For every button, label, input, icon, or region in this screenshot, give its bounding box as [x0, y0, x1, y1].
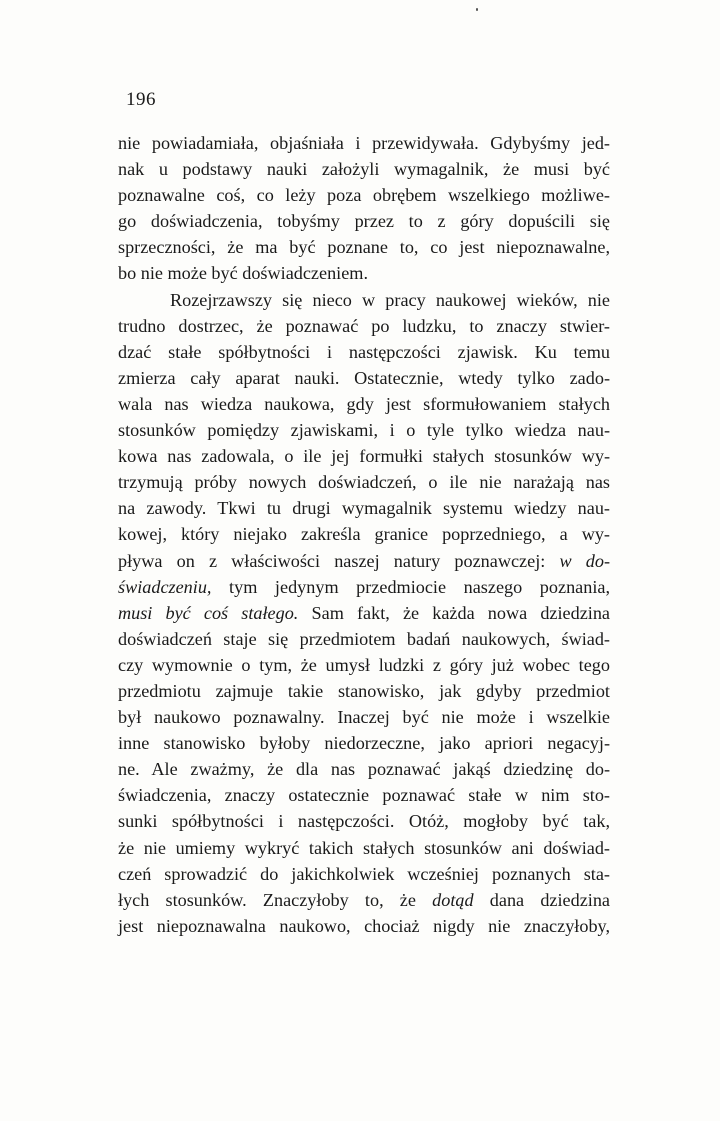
text-line: [118, 234, 610, 260]
text-line: [118, 835, 610, 861]
text-line: [118, 887, 610, 913]
line-text: bo nie może być doświadczeniem.: [118, 263, 368, 284]
line-text: łych stosunków. Znaczyłoby to, że: [118, 889, 433, 910]
line-text: stosunków pomiędzy zjawiskami, i o tyle tylko wiedza nau-: [118, 420, 610, 441]
text-line: [118, 756, 610, 782]
text-line: [118, 469, 610, 495]
line-text: kowej, który niejako zakreśla granice poprzedniego, a wy-: [118, 524, 610, 545]
line-text: pływa on z właściwości naszej natury poznawczej:: [118, 550, 560, 571]
line-text: tym jedynym przedmiocie naszego poznania,: [211, 576, 610, 597]
text-line: [118, 156, 610, 182]
text-line: [118, 208, 610, 234]
text-line: [118, 652, 610, 678]
text-line: [118, 182, 610, 208]
text-line: [118, 730, 610, 756]
line-text: nie powiadamiała, objaśniała i przewidywała. Gdybyśmy jed-: [118, 133, 610, 153]
line-text: sunki spółbytności i następczości. Otóż, mogłoby być tak,: [118, 811, 610, 832]
text-line: [118, 495, 610, 521]
text-line: [118, 260, 610, 286]
line-text: trudno dostrzec, że poznawać po ludzku, to znaczy stwier-: [118, 315, 610, 336]
text-line: [118, 704, 610, 730]
text-line: [118, 861, 610, 887]
line-text: przedmiotu zajmuje takie stanowisko, jak gdyby przedmiot: [118, 680, 610, 701]
line-text: inne stanowisko byłoby niedorzeczne, jako apriori negacyj-: [118, 733, 610, 754]
line-text: sprzeczności, że ma być poznane to, co jest niepoznawalne,: [118, 237, 610, 258]
text-line: [118, 600, 610, 626]
ink-speck: [476, 8, 478, 11]
text-line: [118, 782, 610, 808]
line-text: dzać stałe spółbytności i następczości zjawisk. Ku temu: [118, 341, 610, 362]
emphasized-text: świadczeniu,: [118, 576, 212, 597]
line-text: trzymują próby nowych doświadczeń, o ile nie narażają nas: [118, 472, 610, 493]
emphasized-text: dotąd: [432, 889, 474, 910]
text-line: [118, 678, 610, 704]
line-text: świadczenia, znaczy ostatecznie poznawać stałe w nim sto-: [118, 785, 610, 806]
page-number: 196: [126, 89, 156, 110]
line-text: że nie umiemy wykryć takich stałych stosunków ani doświad-: [118, 837, 610, 858]
text-line: [118, 365, 610, 391]
text-line: [118, 548, 610, 574]
line-text: dana dziedzina: [473, 889, 610, 910]
text-line: [118, 287, 610, 313]
text-line: [118, 443, 610, 469]
text-line: [118, 913, 610, 939]
text-line: [118, 391, 610, 417]
line-text: kowa nas zadowala, o ile jej formułki stałych stosunków wy-: [118, 446, 610, 467]
line-text: go doświadczenia, tobyśmy przez to z góry dopuścili się: [118, 211, 610, 232]
line-text: poznawalne coś, co leży poza obrębem wszelkiego możliwe-: [118, 185, 610, 206]
text-line: [118, 626, 610, 652]
line-text: zmierza cały aparat nauki. Ostatecznie, wtedy tylko zado-: [118, 367, 610, 388]
line-text: na zawody. Tkwi tu drugi wymagalnik systemu wiedzy nau-: [118, 498, 610, 519]
line-text: czy wymownie o tym, że umysł ludzki z góry już wobec tego: [118, 654, 610, 675]
emphasized-text: musi być coś stałego.: [118, 602, 299, 623]
line-text: ne. Ale zważmy, że dla nas poznawać jakąś dziedzinę do-: [118, 759, 610, 780]
line-text: wala nas wiedza naukowa, gdy jest sformułowaniem stałych: [118, 393, 610, 414]
line-text: był naukowo poznawalny. Inaczej być nie może i wszelkie: [118, 707, 610, 728]
line-text: jest niepoznawalna naukowo, chociaż nigdy nie znaczyłoby,: [118, 915, 610, 936]
line-text: nak u podstawy nauki założyli wymagalnik, że musi być: [118, 159, 610, 180]
text-line: [118, 339, 610, 365]
text-line: [118, 130, 610, 156]
line-text: czeń sprowadzić do jakichkolwiek wcześniej poznanych sta-: [118, 863, 610, 884]
emphasized-text: w do-: [559, 550, 610, 571]
line-text: doświadczeń staje się przedmiotem badań naukowych, świad-: [118, 628, 610, 649]
body-text: [118, 130, 610, 939]
text-line: [118, 417, 610, 443]
text-line: [118, 521, 610, 547]
line-text: Sam fakt, że każda nowa dziedzina: [298, 602, 610, 623]
text-line: [118, 808, 610, 834]
text-line: [118, 313, 610, 339]
line-text: Rozejrzawszy się nieco w pracy naukowej wieków, nie: [170, 289, 610, 310]
text-line: [118, 574, 610, 600]
